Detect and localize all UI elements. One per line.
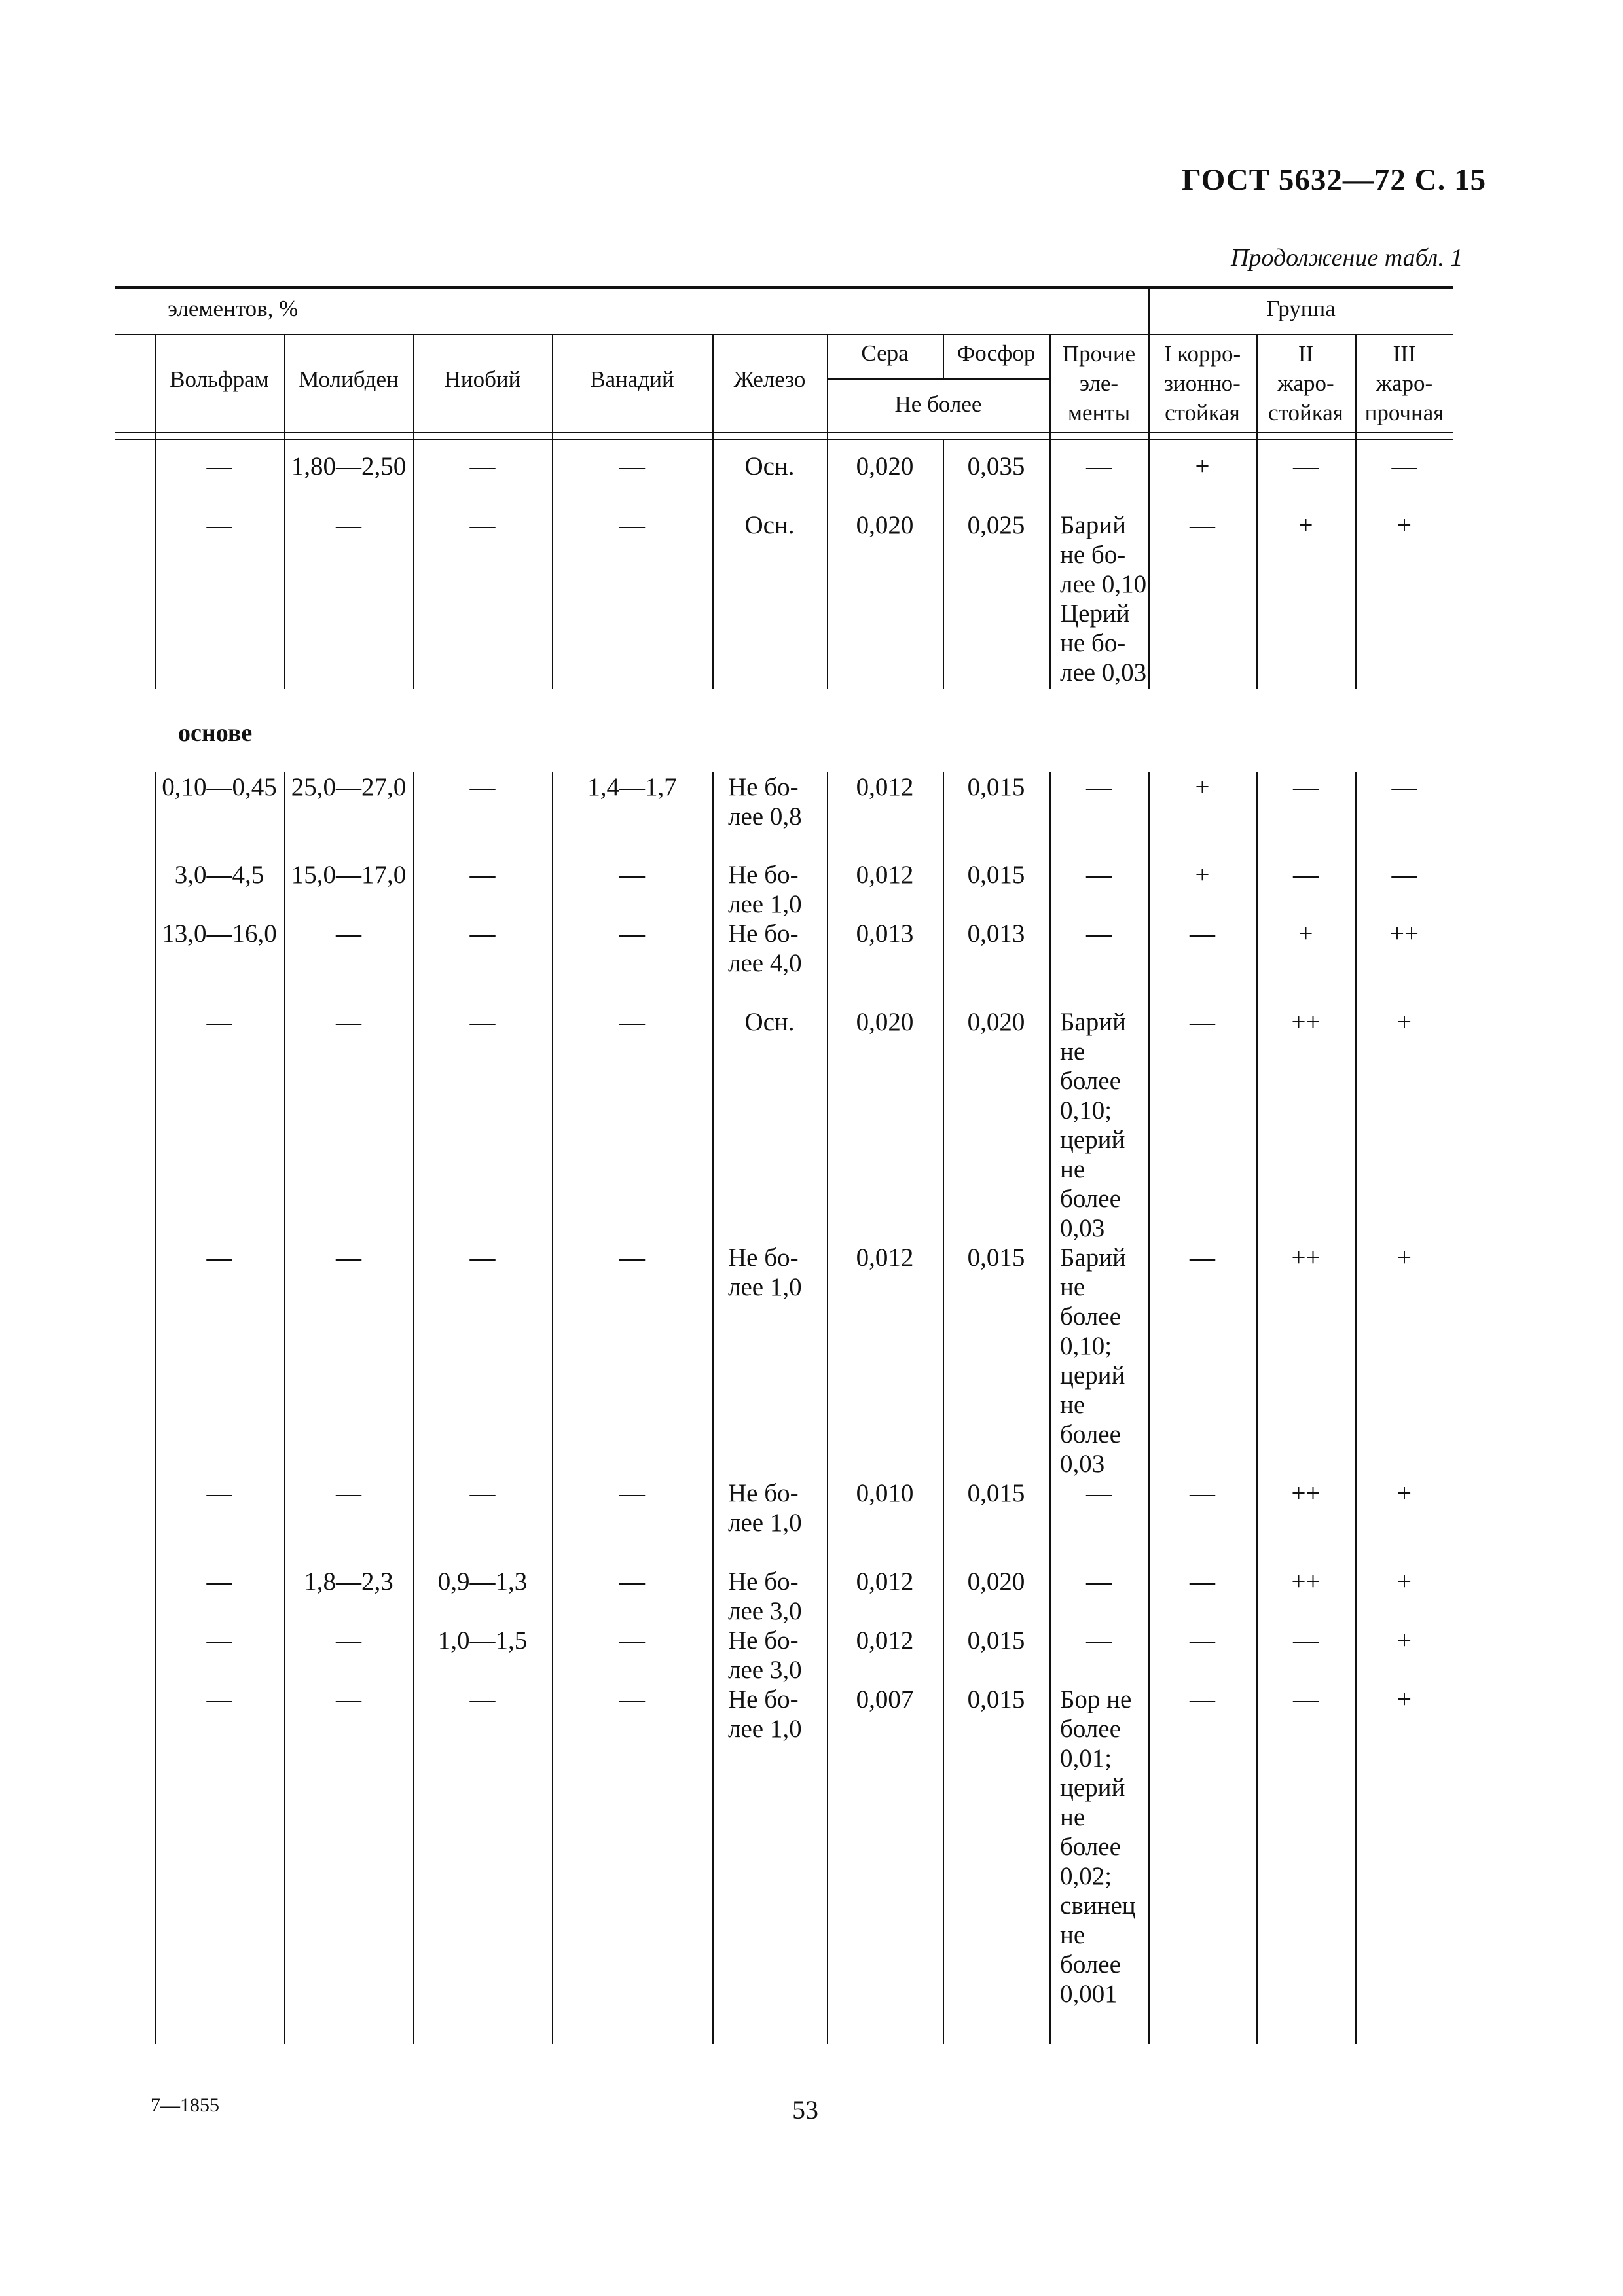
- cell-mo: 25,0—27,0: [291, 773, 407, 801]
- cell-g2: ++: [1291, 1008, 1321, 1036]
- cell-other: Бор не более 0,01; церий не более 0,02; свинец не более 0,001: [1060, 1685, 1136, 2008]
- cell-g1: —: [1190, 1685, 1215, 1713]
- cell-g3: +: [1397, 1685, 1412, 1713]
- cell-g2: —: [1293, 1685, 1319, 1713]
- cell-g1: —: [1190, 920, 1215, 948]
- cell-fe: Осн.: [744, 1008, 795, 1036]
- header-vanadium: Ванадий: [590, 367, 674, 392]
- cell-mo: —: [336, 1479, 361, 1507]
- cell-p: 0,015: [967, 1685, 1025, 1713]
- cell-fe: Осн.: [744, 511, 795, 539]
- cell-g3: —: [1391, 861, 1417, 889]
- header-group-1: I корро- зионно- стойкая: [1163, 341, 1241, 425]
- cell-other: —: [1086, 452, 1112, 480]
- cell-other: —: [1086, 920, 1112, 948]
- cell-w: —: [206, 1685, 232, 1713]
- cell-mo: —: [336, 1626, 361, 1655]
- cell-g3: +: [1397, 511, 1412, 539]
- cell-nb: —: [469, 452, 496, 480]
- cell-p: 0,015: [967, 1479, 1025, 1507]
- cell-w: —: [206, 511, 232, 539]
- cell-fe: Не бо- лее 4,0: [728, 920, 802, 977]
- col-divider-2-lower: [413, 772, 414, 2044]
- table-top-rule: [115, 286, 1453, 289]
- cell-g1: +: [1195, 773, 1210, 801]
- cell-p: 0,015: [967, 1626, 1025, 1655]
- header-group: Группа: [1266, 296, 1336, 321]
- cell-g2: +: [1298, 920, 1313, 948]
- cell-nb: 1,0—1,5: [437, 1626, 528, 1655]
- header-not-more: Не более: [894, 391, 982, 417]
- cell-p: 0,015: [967, 1244, 1025, 1272]
- cell-s: 0,020: [856, 1008, 914, 1036]
- header-iron: Железо: [733, 367, 806, 392]
- cell-fe: Не бо- лее 1,0: [728, 1685, 802, 1743]
- cell-g3: +: [1397, 1568, 1412, 1596]
- cell-p: 0,020: [967, 1568, 1025, 1596]
- cell-g2: —: [1293, 452, 1319, 480]
- cell-other: —: [1086, 861, 1112, 889]
- cell-nb: —: [469, 920, 496, 948]
- col-divider-7-lower: [1049, 772, 1051, 2044]
- header-bottom-rule-2: [115, 439, 1453, 440]
- cell-v: —: [619, 1244, 645, 1272]
- col-divider-4-lower: [712, 772, 714, 2044]
- header-molybdenum: Молибден: [299, 367, 399, 392]
- cell-v: —: [619, 452, 645, 480]
- cell-p: 0,035: [967, 452, 1025, 480]
- cell-g2: —: [1293, 861, 1319, 889]
- cell-mo: —: [336, 511, 361, 539]
- cell-s: 0,012: [856, 1244, 914, 1272]
- cell-mo: 1,80—2,50: [291, 452, 407, 480]
- cell-g3: —: [1391, 452, 1417, 480]
- header-other-elements: Прочие эле- менты: [1062, 341, 1136, 425]
- header-group-2: II жаро- стойкая: [1268, 341, 1343, 425]
- cell-w: —: [206, 1479, 232, 1507]
- cell-g1: —: [1190, 1244, 1215, 1272]
- cell-g2: ++: [1291, 1568, 1321, 1596]
- header-bottom-rule-1: [115, 432, 1453, 433]
- header-tungsten: Вольфрам: [170, 367, 269, 392]
- page-number: 53: [792, 2095, 818, 2125]
- cell-g2: ++: [1291, 1479, 1321, 1507]
- cell-nb: 0,9—1,3: [437, 1568, 528, 1596]
- cell-p: 0,015: [967, 773, 1025, 801]
- col-divider-9-lower: [1256, 772, 1258, 2044]
- cell-g2: +: [1298, 511, 1313, 539]
- cell-other: —: [1086, 773, 1112, 801]
- cell-g3: +: [1397, 1008, 1412, 1036]
- cell-g3: —: [1391, 773, 1417, 801]
- cell-other: —: [1086, 1626, 1112, 1655]
- cell-nb: —: [469, 1244, 496, 1272]
- cell-s: 0,020: [856, 511, 914, 539]
- cell-g1: +: [1195, 861, 1210, 889]
- cell-fe: Не бо- лее 1,0: [728, 1479, 802, 1537]
- cell-w: —: [206, 452, 232, 480]
- cell-w: 13,0—16,0: [162, 920, 277, 948]
- cell-g2: —: [1293, 1626, 1319, 1655]
- cell-other: —: [1086, 1568, 1112, 1596]
- cell-p: 0,015: [967, 861, 1025, 889]
- cell-s: 0,007: [856, 1685, 914, 1713]
- cell-v: —: [619, 1685, 645, 1713]
- header-sulfur: Сера: [861, 340, 909, 366]
- cell-v: —: [619, 1626, 645, 1655]
- col-divider-3-lower: [552, 772, 553, 2044]
- cell-nb: —: [469, 511, 496, 539]
- cell-p: 0,020: [967, 1008, 1025, 1036]
- cell-g3: ++: [1390, 920, 1419, 948]
- cell-g2: ++: [1291, 1244, 1321, 1272]
- cell-w: 0,10—0,45: [162, 773, 277, 801]
- cell-nb: —: [469, 1479, 496, 1507]
- cell-g2: —: [1293, 773, 1319, 801]
- cell-p: 0,013: [967, 920, 1025, 948]
- cell-mo: —: [336, 1685, 361, 1713]
- cell-fe: Не бо- лее 1,0: [728, 861, 802, 918]
- cell-w: —: [206, 1244, 232, 1272]
- cell-s: 0,012: [856, 1568, 914, 1596]
- cell-w: —: [206, 1626, 232, 1655]
- header-phosphorus: Фосфор: [957, 340, 1036, 366]
- cell-g1: —: [1190, 511, 1215, 539]
- cell-v: —: [619, 1008, 645, 1036]
- cell-s: 0,012: [856, 1626, 914, 1655]
- cell-other: Барий не более 0,10; церий не более 0,03: [1060, 1244, 1126, 1478]
- col-divider-6-lower: [943, 772, 944, 2044]
- footer-code: 7—1855: [151, 2094, 219, 2116]
- cell-fe: Не бо- лее 3,0: [728, 1568, 802, 1625]
- cell-fe: Не бо- лее 3,0: [728, 1626, 802, 1684]
- header-subrule: [827, 378, 1049, 380]
- cell-w: —: [206, 1008, 232, 1036]
- cell-mo: —: [336, 920, 361, 948]
- cell-mo: 15,0—17,0: [291, 861, 407, 889]
- cell-nb: —: [469, 773, 496, 801]
- cell-s: 0,012: [856, 773, 914, 801]
- cell-nb: —: [469, 1008, 496, 1036]
- cell-s: 0,010: [856, 1479, 914, 1507]
- header-rule: [115, 334, 1453, 335]
- cell-g1: +: [1195, 452, 1210, 480]
- cell-fe: Осн.: [744, 452, 795, 480]
- cell-w: 3,0—4,5: [174, 861, 264, 889]
- cell-g1: —: [1190, 1008, 1215, 1036]
- cell-v: —: [619, 1479, 645, 1507]
- document-title: ГОСТ 5632—72 С. 15: [1182, 163, 1487, 197]
- cell-mo: —: [336, 1244, 361, 1272]
- cell-v: —: [619, 920, 645, 948]
- cell-v: —: [619, 861, 645, 889]
- cell-s: 0,020: [856, 452, 914, 480]
- cell-fe: Не бо- лее 1,0: [728, 1244, 802, 1301]
- cell-nb: —: [469, 861, 496, 889]
- header-niobium: Ниобий: [444, 367, 521, 392]
- cell-other: —: [1086, 1479, 1112, 1507]
- cell-g1: —: [1190, 1626, 1215, 1655]
- col-divider-8-lower: [1148, 772, 1150, 2044]
- cell-v: —: [619, 1568, 645, 1596]
- cell-mo: —: [336, 1008, 361, 1036]
- cell-other: Барий не более 0,10; церий не более 0,03: [1060, 1008, 1126, 1242]
- table-continuation-note: Продолжение табл. 1: [1231, 244, 1463, 272]
- cell-s: 0,013: [856, 920, 914, 948]
- cell-other: Барий не бо- лее 0,10 Церий не бо- лее 0,03: [1060, 511, 1147, 687]
- cell-g1: —: [1190, 1568, 1215, 1596]
- col-divider-5-lower: [827, 772, 828, 2044]
- header-group-3: III жаро- прочная: [1364, 341, 1444, 425]
- col-divider-1-lower: [284, 772, 285, 2044]
- col-divider-0-lower: [155, 772, 156, 2044]
- cell-g3: +: [1397, 1244, 1412, 1272]
- header-elements-group: элементов, %: [168, 296, 299, 321]
- cell-v: —: [619, 511, 645, 539]
- cell-g1: —: [1190, 1479, 1215, 1507]
- cell-s: 0,012: [856, 861, 914, 889]
- cell-v: 1,4—1,7: [587, 773, 677, 801]
- cell-mo: 1,8—2,3: [304, 1568, 393, 1596]
- section-label: основе: [178, 719, 253, 747]
- col-divider-10-lower: [1355, 772, 1357, 2044]
- cell-g3: +: [1397, 1626, 1412, 1655]
- cell-w: —: [206, 1568, 232, 1596]
- cell-fe: Не бо- лее 0,8: [728, 773, 802, 831]
- cell-p: 0,025: [967, 511, 1025, 539]
- cell-g3: +: [1397, 1479, 1412, 1507]
- cell-nb: —: [469, 1685, 496, 1713]
